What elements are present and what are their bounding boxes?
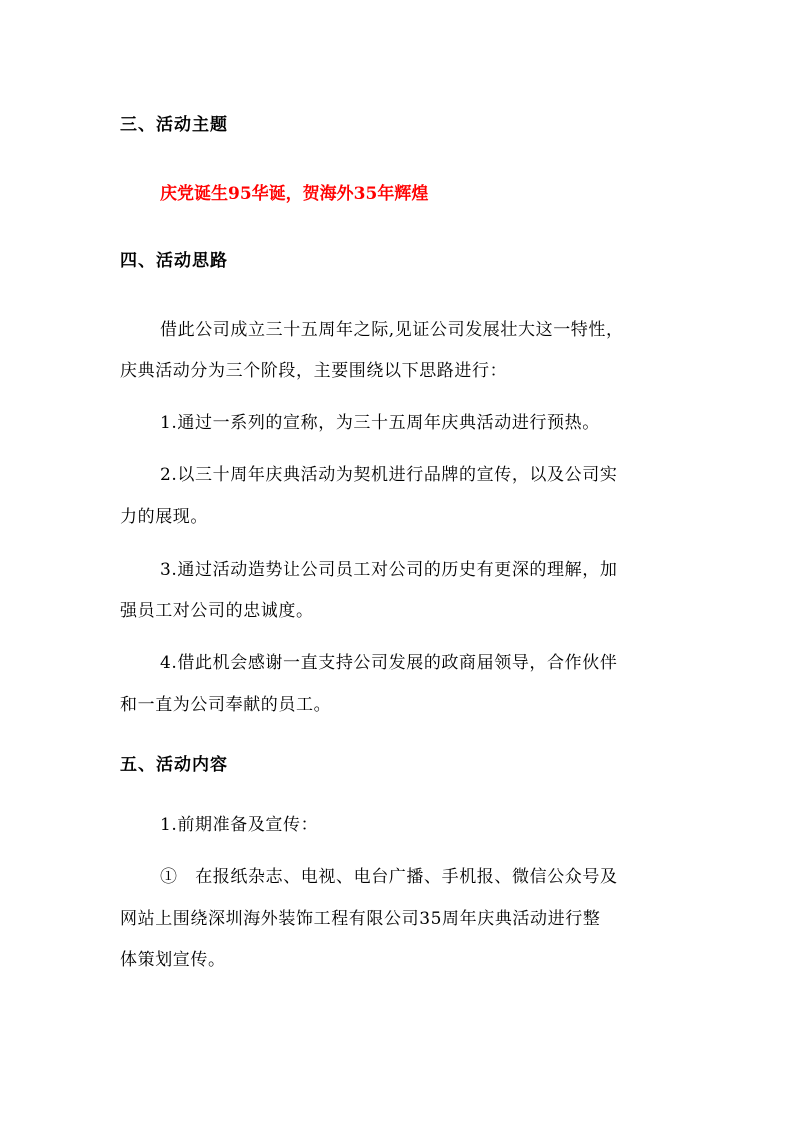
content-point-1-line-3: 体策划宣传。	[120, 950, 226, 970]
section-heading-content: 五、活动内容	[120, 755, 228, 775]
approach-intro-line-1: 借此公司成立三十五周年之际,见证公司发展壮大这一特性，	[160, 320, 624, 340]
content-point-1-line-1: ① 在报纸杂志、电视、电台广播、手机报、微信公众号及	[160, 867, 618, 887]
activity-theme-slogan: 庆党诞生95华诞，贺海外35年辉煌	[160, 184, 429, 204]
approach-item-2-line-1: 2.以三十周年庆典活动为契机进行品牌的宣传，以及公司实	[160, 465, 618, 485]
approach-item-1: 1.通过一系列的宣称，为三十五周年庆典活动进行预热。	[160, 413, 600, 433]
content-subheading-preparation: 1.前期准备及宣传：	[160, 815, 319, 835]
content-point-1-line-2: 网站上围绕深圳海外装饰工程有限公司35周年庆典活动进行整	[120, 909, 601, 929]
approach-item-4-line-2: 和一直为公司奉献的员工。	[120, 695, 332, 715]
approach-item-3-line-2: 强员工对公司的忠诚度。	[120, 601, 314, 621]
approach-item-3-line-1: 3.通过活动造势让公司员工对公司的历史有更深的理解，加	[160, 560, 618, 580]
section-heading-approach: 四、活动思路	[120, 251, 228, 271]
approach-intro-line-2: 庆典活动分为三个阶段，主要围绕以下思路进行：	[120, 361, 508, 381]
approach-item-4-line-1: 4.借此机会感谢一直支持公司发展的政商届领导，合作伙伴	[160, 653, 618, 673]
approach-item-2-line-2: 力的展现。	[120, 507, 208, 527]
section-heading-theme: 三、活动主题	[120, 115, 228, 135]
